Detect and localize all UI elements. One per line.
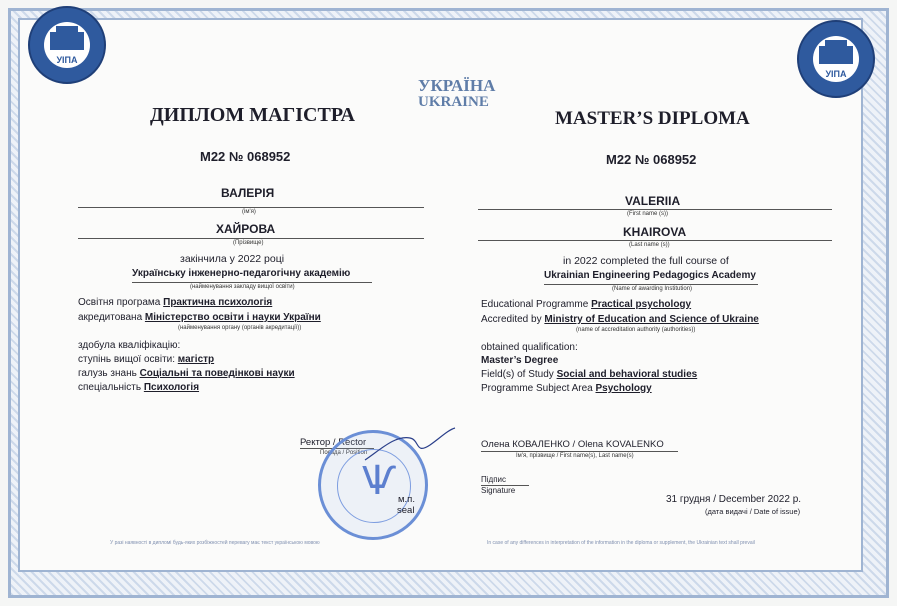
qualification-ua: здобула кваліфікацію:	[78, 340, 181, 351]
underline	[78, 238, 424, 239]
field-row-en	[481, 369, 697, 380]
accredited-row-ua	[78, 312, 321, 323]
area-label-en: Programme Subject Area	[481, 383, 596, 394]
area-en: Psychology	[595, 383, 652, 394]
area-row-en	[481, 383, 652, 394]
accredited-row-en	[481, 314, 759, 325]
issue-date-caption: (дата видачі / Date of issue)	[705, 507, 801, 516]
signatory-name: Олена КОВАЛЕНКО / Olena KOVALENKO	[481, 439, 664, 450]
title-ukrainian: ДИПЛОМ МАГІСТРА	[150, 104, 355, 126]
academy-logo-left	[28, 6, 106, 84]
field-label-en: Field(s) of Study	[481, 369, 557, 380]
programme-row-ua	[78, 297, 272, 308]
position-caption: Посада / Position	[320, 450, 368, 456]
signature-label-en: Signature	[481, 486, 516, 495]
underline	[132, 282, 372, 283]
seal-label: м.п.	[398, 494, 415, 505]
first-name-en: VALERIIA	[625, 194, 681, 208]
last-name-en: KHAIROVA	[623, 225, 687, 239]
underline	[481, 451, 678, 452]
institution-caption-en: (Name of awarding Institution)	[612, 286, 693, 292]
trident-icon: Ѱ	[362, 458, 397, 504]
institution-caption-ua: (найменування закладу вищої освіти)	[190, 284, 295, 290]
signature-scribble	[360, 420, 460, 470]
title-english: MASTER’S DIPLOMA	[555, 108, 750, 129]
footer-note-ua: У разі наявності в дипломі будь-яких розбіжностей перевагу має текст українською мовою	[110, 540, 320, 546]
specialty-row-ua	[78, 382, 199, 393]
specialty-ua: Психологія	[143, 382, 200, 393]
accredited-ua: Міністерство освіти і науки України	[144, 312, 321, 323]
programme-label-ua: Освітня програма	[78, 297, 164, 308]
degree-label-ua: ступінь вищої освіти:	[78, 354, 178, 365]
field-ua: Соціальні та поведінкові науки	[139, 368, 295, 379]
country-english: UKRAINE	[418, 94, 489, 110]
field-label-ua: галузь знань	[78, 368, 140, 379]
field-en: Social and behavioral studies	[556, 369, 698, 380]
diploma-number-en: М22 № 068952	[606, 152, 697, 167]
first-name-caption-en: (First name (s))	[627, 211, 668, 217]
specialty-label-ua: спеціальність	[78, 382, 144, 393]
last-name-caption-en: (Last name (s))	[629, 242, 670, 248]
last-name-ua: ХАЙРОВА	[216, 222, 276, 236]
diploma-number-ua: М22 № 068952	[200, 149, 291, 164]
field-row-ua	[78, 368, 295, 379]
footer-note-en: In case of any differences in interpretation of the information in the diploma or supplement, the Ukrainian text shall prevail	[487, 540, 755, 546]
degree-ua: магістр	[177, 354, 215, 365]
country-ukrainian: УКРАЇНА	[418, 76, 496, 95]
rector-label: Ректор / Rector	[300, 437, 367, 448]
first-name-caption-ua: (ім'я)	[242, 209, 256, 215]
academy-logo-right	[797, 20, 875, 98]
underline	[78, 207, 424, 208]
degree-row-ua	[78, 354, 214, 365]
programme-ua: Практична психологія	[163, 297, 273, 308]
programme-label-en: Educational Programme	[481, 299, 592, 310]
programme-row-en	[481, 299, 691, 310]
institution-ua: Українську інженерно-педагогічну академію	[132, 268, 351, 279]
institution-en: Ukrainian Engineering Pedagogics Academy	[544, 270, 756, 281]
accredited-caption-en: (name of accreditation authority (authorities))	[576, 327, 696, 333]
accredited-en: Ministry of Education and Science of Ukraine	[544, 314, 759, 325]
seal-label-en: seal	[397, 505, 415, 516]
completed-ua: закінчила у 2022 році	[180, 253, 285, 265]
accredited-caption-ua: (найменування органу (органів акредитації))	[178, 325, 302, 331]
last-name-caption-ua: (Прізвище)	[233, 240, 264, 246]
underline	[478, 209, 832, 210]
first-name-ua: ВАЛЕРІЯ	[221, 186, 275, 200]
logo-text: УІПА	[56, 55, 78, 65]
accredited-label-ua: акредитована	[78, 312, 145, 323]
signatory-caption: Ім'я, прізвище / First name(s), Last name(s)	[516, 453, 634, 459]
degree-en: Master’s Degree	[481, 355, 559, 366]
issue-date: 31 грудня / December 2022 р.	[666, 494, 802, 505]
underline	[544, 284, 758, 285]
logo-text: УІПА	[825, 69, 847, 79]
programme-en: Practical psychology	[591, 299, 692, 310]
accredited-label-en: Accredited by	[481, 314, 545, 325]
completed-en: in 2022 completed the full course of	[563, 255, 729, 267]
signature-label-ua: Підпис	[481, 475, 506, 484]
qualification-en: obtained qualification:	[481, 342, 578, 353]
underline	[478, 240, 832, 241]
